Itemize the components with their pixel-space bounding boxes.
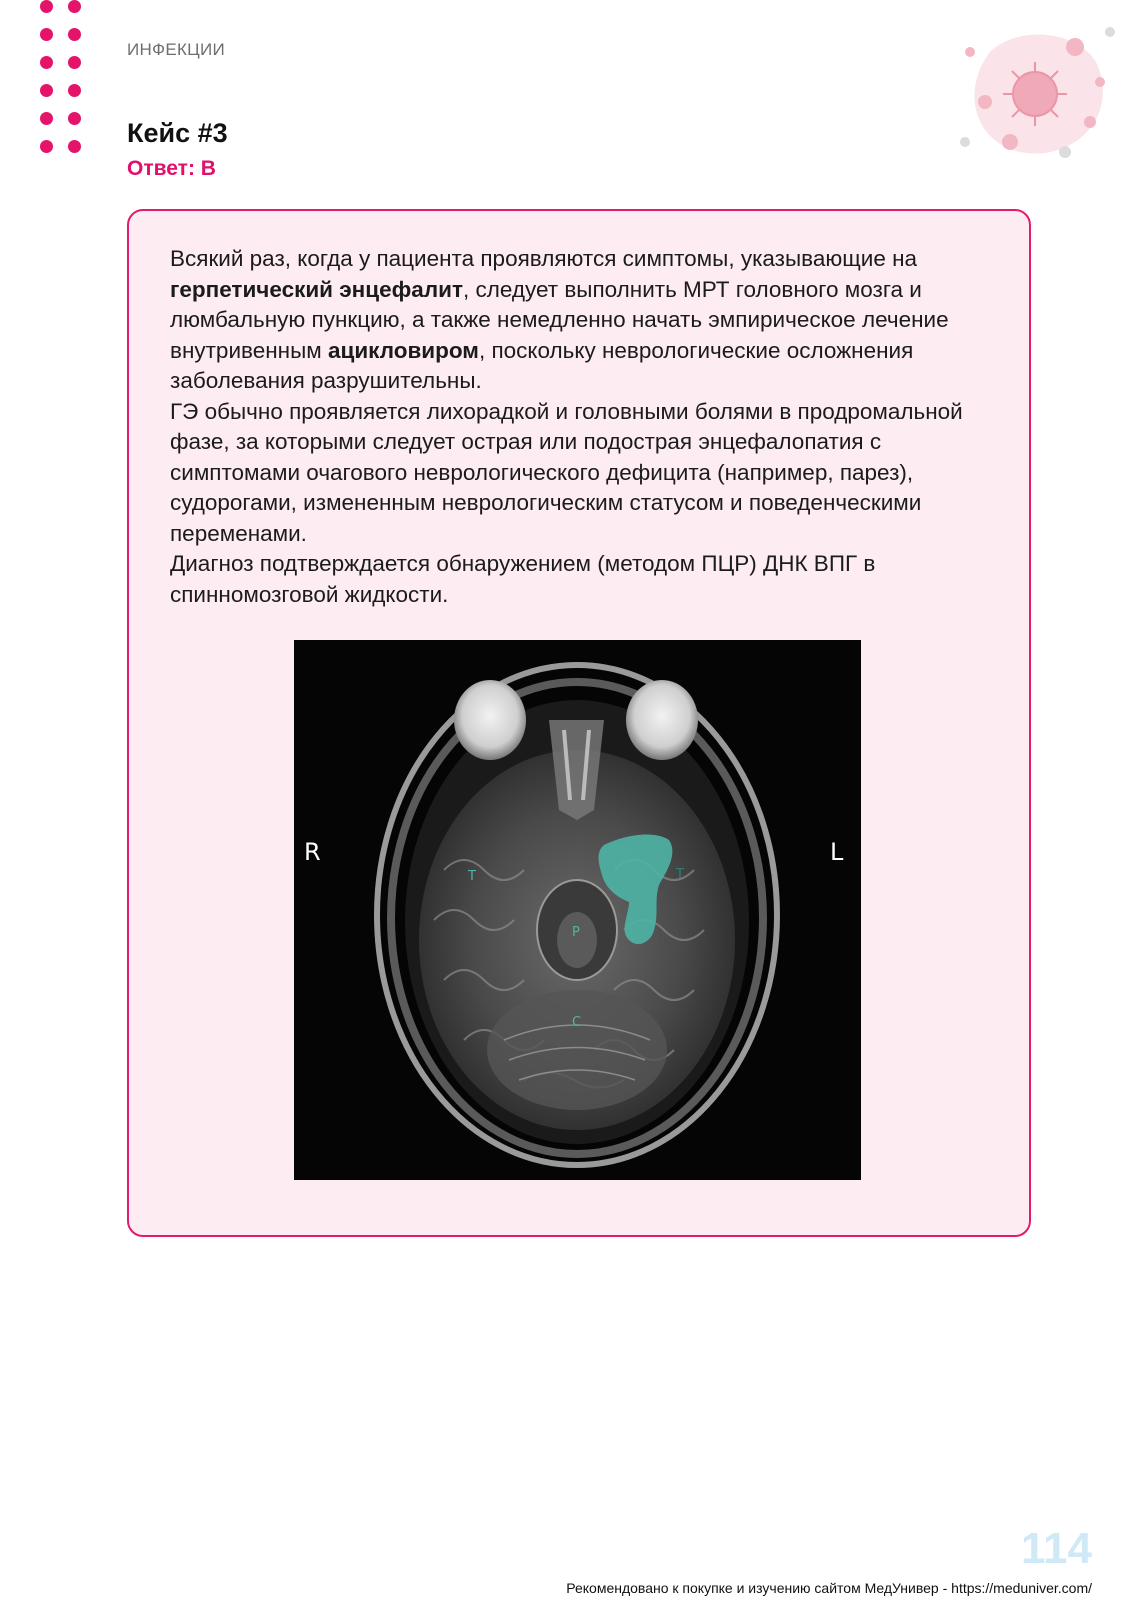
footer-note: Рекомендовано к покупке и изучению сайтом МедУнивер - https://meduniver.com/	[566, 1580, 1092, 1596]
mri-label-t-right: T	[676, 867, 684, 882]
mri-scan-image	[294, 640, 861, 1180]
dot	[68, 112, 81, 125]
mri-label-r: R	[304, 838, 321, 866]
section-label: ИНФЕКЦИИ	[127, 40, 226, 59]
explanation-text	[170, 244, 1000, 610]
dot	[40, 140, 53, 153]
dot	[68, 28, 81, 41]
dot	[68, 140, 81, 153]
dot	[40, 56, 53, 69]
dot	[40, 0, 53, 13]
page-number: 114	[1021, 1524, 1092, 1573]
bold-acyclovir: ацикловиром	[327, 337, 479, 363]
paragraph-2: ГЭ обычно проявляется лихорадкой и головными болями в продромальной фазе, за которыми следует острая или подострая энцефалопатия с симптомами очагового неврологического дефицита (например, парез), судорогами, измененным неврологическим статусом и поведенческими переменами.	[170, 398, 963, 546]
mri-label-t-left: T	[468, 869, 476, 884]
dot	[40, 112, 53, 125]
paragraph-3: Диагноз подтверждается обнаружением (методом ПЦР) ДНК ВПГ в спинномозговой жидкости.	[170, 551, 876, 607]
dot	[40, 28, 53, 41]
decorative-dot-grid	[40, 0, 90, 160]
case-answer: Ответ: В	[127, 157, 216, 180]
paragraph-1: Всякий раз, когда у пациента проявляются симптомы, указывающие на герпетический энцефалит, следует выполнить МРТ головного мозга и люмбальную пункцию, а также немедленно начать эмпирическое лечение внутривенным ацикловиром, поскольку неврологические осложнения заболевания разрушительны.	[170, 246, 949, 393]
dot	[40, 84, 53, 97]
case-title: Кейс #3	[127, 118, 228, 148]
bold-herpes-encephalitis: герпетический энцефалит	[170, 276, 463, 302]
mri-label-c: C	[572, 1015, 582, 1030]
mri-label-l: L	[830, 838, 844, 866]
virus-illustration	[950, 12, 1120, 172]
dot	[68, 56, 81, 69]
dot	[68, 84, 81, 97]
dot	[68, 0, 81, 13]
mri-label-p: P	[572, 925, 580, 940]
